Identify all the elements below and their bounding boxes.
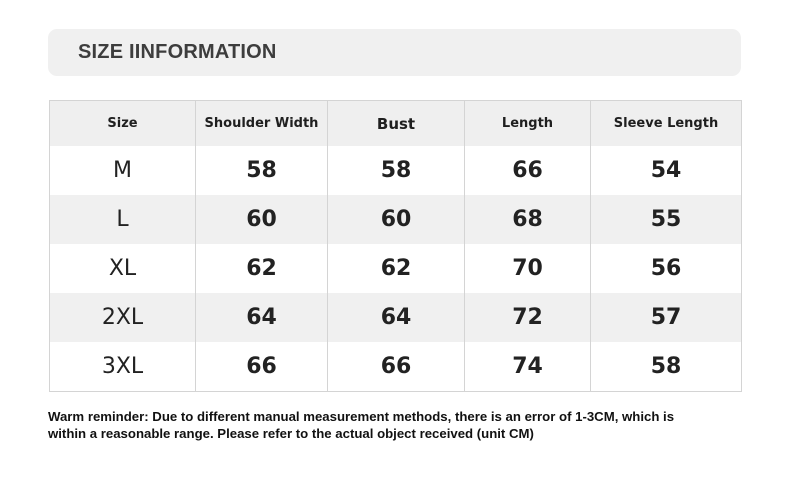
size-chart-table: [49, 100, 742, 392]
size-cell: L: [50, 195, 196, 244]
column-header-sleeve-length: Sleeve Length: [591, 101, 742, 147]
length-cell: 74: [465, 342, 591, 392]
sleeve-length-cell: 58: [591, 342, 742, 392]
shoulder-width-cell: 58: [196, 146, 328, 195]
title-bar: [48, 29, 741, 76]
sleeve-length-cell: 54: [591, 146, 742, 195]
size-cell: 2XL: [50, 293, 196, 342]
note-line: within a reasonable range. Please refer to the actual object received (unit CM): [48, 426, 534, 441]
table-row: [50, 146, 742, 195]
column-header-shoulder-width: Shoulder Width: [196, 101, 328, 147]
shoulder-width-cell: 64: [196, 293, 328, 342]
column-header-size: Size: [50, 101, 196, 147]
table-row: [50, 293, 742, 342]
column-header-bust: Bust: [328, 101, 465, 147]
sleeve-length-cell: 57: [591, 293, 742, 342]
shoulder-width-cell: 60: [196, 195, 328, 244]
bust-cell: 66: [328, 342, 465, 392]
size-cell: 3XL: [50, 342, 196, 392]
table-row: [50, 195, 742, 244]
length-cell: 70: [465, 244, 591, 293]
table-row: [50, 342, 742, 392]
column-header-length: Length: [465, 101, 591, 147]
note-line: Warm reminder: Due to different manual measurement methods, there is an error of 1-3CM, which is: [48, 409, 675, 424]
table-row: [50, 244, 742, 293]
size-cell: XL: [50, 244, 196, 293]
shoulder-width-cell: 62: [196, 244, 328, 293]
size-cell: M: [50, 146, 196, 195]
length-cell: 72: [465, 293, 591, 342]
bust-cell: 64: [328, 293, 465, 342]
bust-cell: 60: [328, 195, 465, 244]
warm-reminder-note: [48, 408, 748, 442]
sleeve-length-cell: 55: [591, 195, 742, 244]
page-title: SIZE IINFORMATION: [78, 41, 277, 63]
length-cell: 68: [465, 195, 591, 244]
bust-cell: 58: [328, 146, 465, 195]
shoulder-width-cell: 66: [196, 342, 328, 392]
sleeve-length-cell: 56: [591, 244, 742, 293]
bust-cell: 62: [328, 244, 465, 293]
table-header-row: [50, 101, 742, 147]
length-cell: 66: [465, 146, 591, 195]
